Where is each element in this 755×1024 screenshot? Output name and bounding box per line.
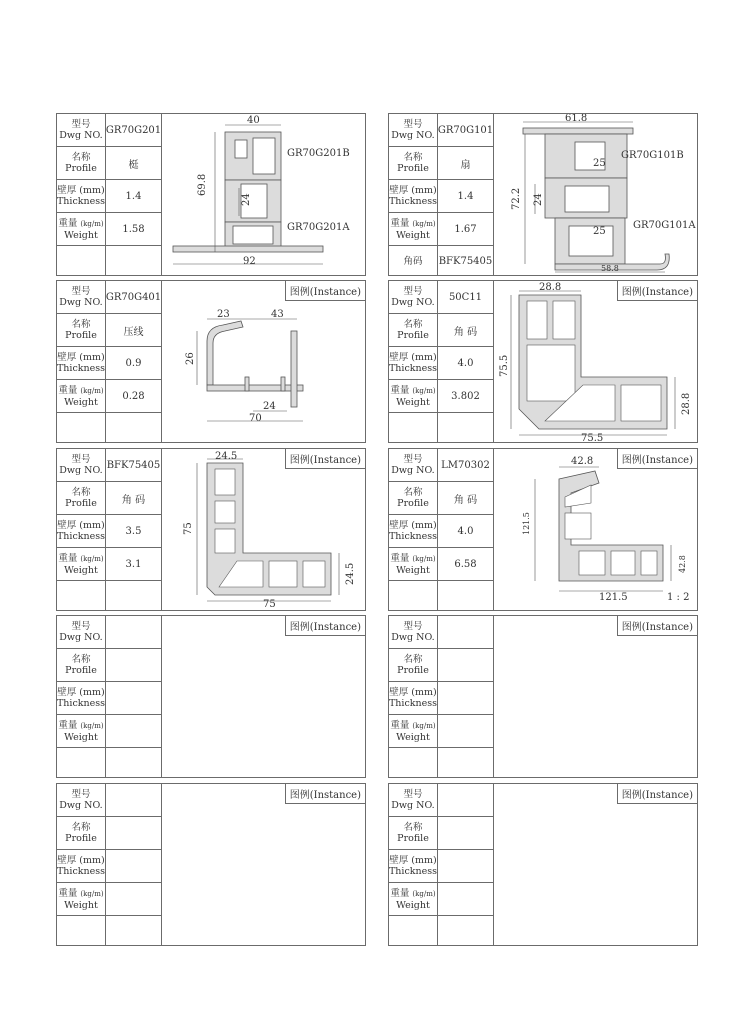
dim-top-a: 23 [217, 309, 230, 320]
weight-value: 0.28 [122, 390, 145, 402]
thickness-value: 1.4 [125, 190, 142, 202]
label-name-cn: 名称 [403, 319, 423, 330]
label-column [389, 281, 438, 442]
label-name-cn: 名称 [403, 152, 423, 163]
label-corner-cn: 角码 [403, 256, 423, 267]
dim-bottom: 121.5 [599, 592, 628, 603]
label-wall-unit: (mm) [79, 687, 105, 698]
thickness-value: 0.9 [125, 357, 142, 369]
profile-drawing [495, 281, 698, 442]
weight-value: 6.58 [454, 558, 477, 570]
dim-mid1: 25 [593, 158, 606, 169]
profile-value: 扇 [460, 159, 471, 171]
value-column [438, 281, 494, 442]
label-wall-unit: (mm) [411, 352, 437, 363]
label-model-cn: 型号 [403, 789, 423, 800]
value-column [106, 784, 162, 945]
label-weight-unit: (kg/m) [80, 219, 104, 228]
label-weight-cn: 重量 [58, 552, 78, 564]
label-model-en: Dwg NO. [391, 465, 435, 476]
dwg-value: GR70G201 [105, 124, 162, 136]
label-wall-cn: 壁厚 [57, 855, 77, 866]
label-name-cn: 名称 [71, 487, 91, 498]
profile-card-gr70g401 [56, 280, 366, 443]
thickness-value: 4.0 [457, 357, 474, 369]
thickness-value: 4.0 [457, 525, 474, 537]
profile-drawing [163, 449, 366, 610]
label-wall-en: Thickness [388, 531, 438, 542]
label-wall-en: Thickness [56, 698, 106, 709]
label-name-cn: 名称 [403, 487, 423, 498]
profile-card-50c11 [388, 280, 698, 443]
label-model-en: Dwg NO. [391, 297, 435, 308]
label-column [57, 281, 106, 442]
label-weight-cn: 重量 [58, 719, 78, 731]
label-model-cn: 型号 [403, 621, 423, 632]
value-column [438, 449, 494, 610]
dim-left: 69.8 [197, 173, 208, 196]
label-weight-unit: (kg/m) [412, 721, 436, 730]
label-wall-unit: (mm) [79, 185, 105, 196]
profile-card-empty-1 [56, 615, 366, 778]
label-wall-cn: 壁厚 [57, 520, 77, 531]
profile-card-empty-2 [388, 615, 698, 778]
label-name-cn: 名称 [71, 822, 91, 833]
label-name-en: Profile [397, 833, 429, 844]
label-column [389, 449, 438, 610]
label-wall-unit: (mm) [79, 855, 105, 866]
label-wall-cn: 壁厚 [57, 352, 77, 363]
profile-drawing [495, 449, 698, 610]
dwg-value: LM70302 [441, 459, 490, 471]
value-column [106, 281, 162, 442]
label-column [389, 114, 438, 275]
label-model-cn: 型号 [71, 789, 91, 800]
profile-drawing [163, 281, 366, 442]
value-column [106, 616, 162, 777]
label-column [57, 616, 106, 777]
label-weight-en: Weight [396, 731, 430, 743]
instance-tag: 图例(Instance) [285, 449, 365, 469]
label-model-cn: 型号 [71, 119, 91, 130]
label-weight-en: Weight [396, 899, 430, 911]
label-weight-cn: 重量 [390, 552, 410, 564]
label-column [389, 616, 438, 777]
scale-label: 1 : 2 [667, 592, 690, 603]
dim-right: 42.8 [678, 555, 687, 573]
label-column [57, 784, 106, 945]
label-model-en: Dwg NO. [59, 465, 103, 476]
label-name-cn: 名称 [71, 152, 91, 163]
profile-card-bfk75405 [56, 448, 366, 611]
part-label-a: GR70G201B [287, 148, 350, 159]
profile-card-lm70302 [388, 448, 698, 611]
label-weight-en: Weight [64, 396, 98, 408]
profile-card-gr70g201 [56, 113, 366, 276]
label-name-en: Profile [65, 665, 97, 676]
profile-value: 角 码 [121, 494, 146, 506]
value-column [438, 784, 494, 945]
label-weight-cn: 重量 [390, 384, 410, 396]
instance-tag: 图例(Instance) [617, 616, 697, 636]
dim-left: 75.5 [499, 354, 510, 377]
label-wall-en: Thickness [56, 363, 106, 374]
label-weight-en: Weight [396, 564, 430, 576]
dim-bottom: 58.8 [601, 264, 619, 273]
label-weight-en: Weight [396, 396, 430, 408]
thickness-value: 3.5 [125, 525, 142, 537]
label-weight-unit: (kg/m) [80, 386, 104, 395]
label-weight-en: Weight [64, 564, 98, 576]
dim-left: 72.2 [511, 187, 522, 210]
label-model-cn: 型号 [403, 119, 423, 130]
label-wall-unit: (mm) [411, 687, 437, 698]
dwg-value: GR70G401 [105, 291, 162, 303]
part-label-b: GR70G101A [633, 220, 696, 231]
part-label-b: GR70G201A [287, 222, 350, 233]
label-weight-cn: 重量 [390, 719, 410, 731]
value-column [106, 114, 162, 275]
label-wall-cn: 壁厚 [57, 687, 77, 698]
dim-top: 40 [247, 115, 260, 126]
label-model-en: Dwg NO. [59, 800, 103, 811]
label-column [57, 114, 106, 275]
weight-value: 1.58 [122, 223, 145, 235]
instance-tag: 图例(Instance) [617, 281, 697, 301]
label-wall-unit: (mm) [411, 520, 437, 531]
label-weight-cn: 重量 [390, 217, 410, 229]
label-wall-en: Thickness [56, 531, 106, 542]
label-wall-cn: 壁厚 [389, 855, 409, 866]
dim-bottom: 75 [263, 599, 276, 610]
dim-bottom: 70 [249, 413, 262, 424]
label-name-en: Profile [65, 330, 97, 341]
label-model-cn: 型号 [71, 621, 91, 632]
label-model-cn: 型号 [71, 286, 91, 297]
instance-tag: 图例(Instance) [617, 449, 697, 469]
label-model-cn: 型号 [403, 454, 423, 465]
label-weight-en: Weight [64, 899, 98, 911]
label-model-en: Dwg NO. [59, 297, 103, 308]
value-column [438, 616, 494, 777]
instance-tag: 图例(Instance) [285, 281, 365, 301]
label-wall-cn: 壁厚 [389, 520, 409, 531]
label-model-cn: 型号 [71, 454, 91, 465]
label-name-en: Profile [397, 665, 429, 676]
label-name-en: Profile [65, 163, 97, 174]
label-name-cn: 名称 [403, 654, 423, 665]
dim-bottom: 92 [243, 256, 256, 267]
label-wall-cn: 壁厚 [389, 185, 409, 196]
dim-left: 26 [185, 352, 196, 365]
label-wall-unit: (mm) [79, 520, 105, 531]
profile-value: 梃 [128, 159, 139, 171]
label-wall-en: Thickness [388, 866, 438, 877]
instance-tag: 图例(Instance) [285, 616, 365, 636]
dwg-value: 50C11 [448, 291, 483, 303]
label-name-en: Profile [397, 498, 429, 509]
dwg-value: GR70G101 [437, 124, 494, 136]
label-name-cn: 名称 [71, 654, 91, 665]
label-wall-cn: 壁厚 [389, 687, 409, 698]
label-column [57, 449, 106, 610]
label-weight-en: Weight [64, 229, 98, 241]
instance-tag: 图例(Instance) [285, 784, 365, 804]
dim-right: 28.8 [681, 392, 692, 415]
label-weight-unit: (kg/m) [412, 219, 436, 228]
label-weight-cn: 重量 [390, 887, 410, 899]
label-name-cn: 名称 [403, 822, 423, 833]
profile-card-empty-3 [56, 783, 366, 946]
weight-value: 3.802 [451, 390, 480, 402]
label-column [389, 784, 438, 945]
label-weight-unit: (kg/m) [80, 889, 104, 898]
label-wall-unit: (mm) [79, 352, 105, 363]
profile-value: 压线 [123, 326, 144, 338]
label-wall-en: Thickness [388, 363, 438, 374]
label-weight-unit: (kg/m) [80, 554, 104, 563]
profile-value: 角 码 [453, 494, 478, 506]
weight-value: 1.67 [454, 223, 477, 235]
label-weight-unit: (kg/m) [412, 386, 436, 395]
label-wall-en: Thickness [388, 196, 438, 207]
label-name-en: Profile [65, 498, 97, 509]
dim-mid: 24 [263, 401, 276, 412]
label-wall-cn: 壁厚 [389, 352, 409, 363]
label-model-en: Dwg NO. [391, 130, 435, 141]
label-model-en: Dwg NO. [391, 800, 435, 811]
dim-bottom: 75.5 [581, 433, 604, 442]
label-weight-en: Weight [396, 229, 430, 241]
label-weight-cn: 重量 [58, 384, 78, 396]
label-weight-unit: (kg/m) [412, 889, 436, 898]
label-model-en: Dwg NO. [59, 130, 103, 141]
dim-mid: 24 [241, 193, 252, 206]
dim-top: 24.5 [215, 451, 238, 462]
label-name-en: Profile [397, 330, 429, 341]
dim-mid: 24 [533, 193, 544, 206]
label-weight-unit: (kg/m) [412, 554, 436, 563]
label-weight-en: Weight [64, 731, 98, 743]
weight-value: 3.1 [125, 558, 142, 570]
label-name-en: Profile [397, 163, 429, 174]
profile-value: 角 码 [453, 326, 478, 338]
label-name-en: Profile [65, 833, 97, 844]
dim-top: 28.8 [539, 282, 562, 293]
instance-tag: 图例(Instance) [617, 784, 697, 804]
dim-mid2: 25 [593, 226, 606, 237]
profile-card-gr70g101 [388, 113, 698, 276]
dim-top: 61.8 [565, 114, 588, 124]
profile-drawing [163, 114, 366, 275]
label-name-cn: 名称 [71, 319, 91, 330]
label-wall-en: Thickness [56, 196, 106, 207]
dim-right: 24.5 [345, 562, 356, 585]
label-weight-cn: 重量 [58, 887, 78, 899]
dim-left: 75 [183, 522, 194, 535]
dim-left: 121.5 [522, 512, 531, 535]
profile-drawing [495, 114, 698, 275]
dwg-value: BFK75405 [106, 459, 161, 471]
value-column [106, 449, 162, 610]
thickness-value: 1.4 [457, 190, 474, 202]
label-model-en: Dwg NO. [59, 632, 103, 643]
label-wall-cn: 壁厚 [57, 185, 77, 196]
dim-top: 42.8 [571, 456, 594, 467]
label-wall-unit: (mm) [411, 855, 437, 866]
label-wall-en: Thickness [388, 698, 438, 709]
label-model-cn: 型号 [403, 286, 423, 297]
dim-top-b: 43 [271, 309, 284, 320]
label-wall-unit: (mm) [411, 185, 437, 196]
value-column [438, 114, 494, 275]
corner-value: BFK75405 [438, 256, 493, 267]
label-model-en: Dwg NO. [391, 632, 435, 643]
label-weight-unit: (kg/m) [80, 721, 104, 730]
label-wall-en: Thickness [56, 866, 106, 877]
part-label-a: GR70G101B [621, 150, 684, 161]
profile-card-empty-4 [388, 783, 698, 946]
label-weight-cn: 重量 [58, 217, 78, 229]
